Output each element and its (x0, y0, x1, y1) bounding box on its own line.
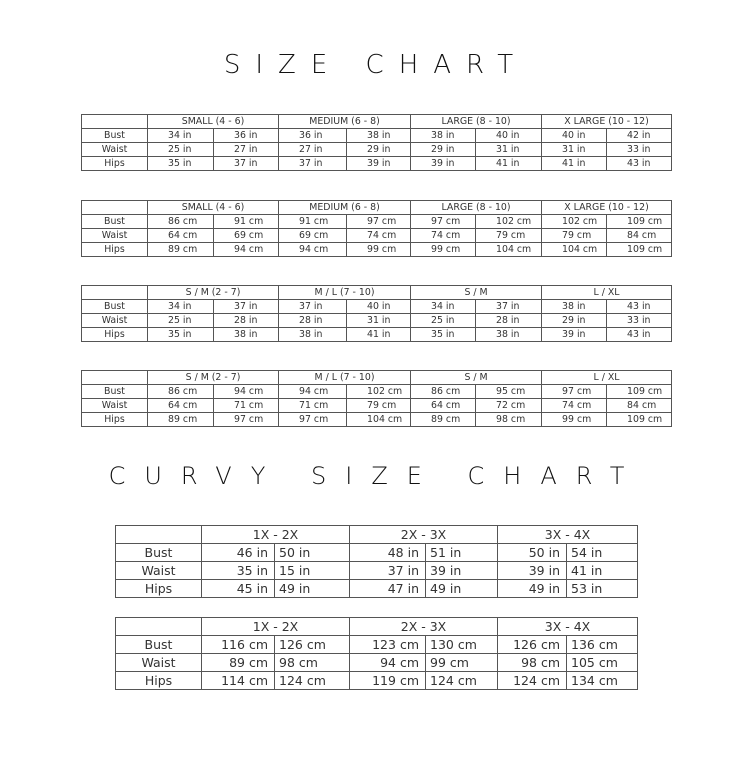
table-cell: 43 in (607, 328, 672, 342)
table-cell: 64 cm (148, 229, 214, 243)
table-cell: 134 cm (567, 672, 638, 690)
header-row (116, 618, 638, 636)
table-cell: 35 in (202, 562, 275, 580)
table-cell: 124 cm (275, 672, 350, 690)
table-cell: 43 in (607, 157, 672, 171)
table-cell: 79 cm (476, 229, 542, 243)
table-cell: 27 in (279, 143, 347, 157)
size-header: S / M (411, 371, 542, 385)
table-cell: 69 cm (279, 229, 347, 243)
table-row (82, 229, 672, 243)
size-header: LARGE (8 - 10) (411, 115, 542, 129)
table-cell: 94 cm (214, 385, 279, 399)
size-header: M / L (7 - 10) (279, 286, 411, 300)
table-cell: 97 cm (279, 413, 347, 427)
table-cell: 79 cm (542, 229, 607, 243)
header-row (82, 371, 672, 385)
row-label: Bust (116, 544, 202, 562)
table-cell: 37 in (350, 562, 426, 580)
table-cell: 53 in (567, 580, 638, 598)
table-cell: 109 cm (607, 215, 672, 229)
table-cell: 28 in (476, 314, 542, 328)
table-cell: 109 cm (607, 385, 672, 399)
table-cell: 98 cm (498, 654, 567, 672)
table-cell: 34 in (148, 300, 214, 314)
table-cell: 71 cm (214, 399, 279, 413)
table-cell: 99 cm (411, 243, 476, 257)
corner-cell (116, 618, 202, 636)
table-cell: 114 cm (202, 672, 275, 690)
curvy-size-table-inches (115, 525, 638, 598)
table-cell: 98 cm (476, 413, 542, 427)
table-cell: 104 cm (542, 243, 607, 257)
table-cell: 38 in (279, 328, 347, 342)
table-cell: 123 cm (350, 636, 426, 654)
table-cell: 91 cm (214, 215, 279, 229)
size-header: X LARGE (10 - 12) (542, 115, 672, 129)
table-cell: 49 in (426, 580, 498, 598)
corner-cell (82, 115, 148, 129)
table-cell: 126 cm (498, 636, 567, 654)
table-cell: 38 in (542, 300, 607, 314)
table-cell: 102 cm (542, 215, 607, 229)
header-row (82, 201, 672, 215)
table-cell: 89 cm (411, 413, 476, 427)
size-header: MEDIUM (6 - 8) (279, 201, 411, 215)
row-label: Waist (82, 229, 148, 243)
size-header: MEDIUM (6 - 8) (279, 115, 411, 129)
table-cell: 48 in (350, 544, 426, 562)
table-cell: 25 in (148, 314, 214, 328)
table-cell: 41 in (476, 157, 542, 171)
size-table-inches (81, 285, 672, 342)
size-header: M / L (7 - 10) (279, 371, 411, 385)
header-row (82, 115, 672, 129)
table-cell: 27 in (214, 143, 279, 157)
table-cell: 74 cm (411, 229, 476, 243)
table-cell: 74 cm (347, 229, 411, 243)
table-cell: 84 cm (607, 229, 672, 243)
table-cell: 102 cm (476, 215, 542, 229)
table-row (116, 580, 638, 598)
table-cell: 39 in (542, 328, 607, 342)
table-cell: 49 in (498, 580, 567, 598)
size-header: 2X - 3X (350, 526, 498, 544)
table-cell: 43 in (607, 300, 672, 314)
table-cell: 46 in (202, 544, 275, 562)
table-cell: 33 in (607, 314, 672, 328)
row-label: Waist (116, 562, 202, 580)
table-cell: 130 cm (426, 636, 498, 654)
table-cell: 28 in (279, 314, 347, 328)
corner-cell (82, 201, 148, 215)
row-label: Hips (82, 157, 148, 171)
table-cell: 94 cm (279, 243, 347, 257)
table-cell: 97 cm (347, 215, 411, 229)
size-header: LARGE (8 - 10) (411, 201, 542, 215)
table-cell: 104 cm (476, 243, 542, 257)
table-cell: 99 cm (347, 243, 411, 257)
table-cell: 109 cm (607, 243, 672, 257)
table-row (82, 300, 672, 314)
table-cell: 29 in (411, 143, 476, 157)
table-cell: 34 in (411, 300, 476, 314)
row-label: Hips (116, 580, 202, 598)
size-header: SMALL (4 - 6) (148, 115, 279, 129)
row-label: Waist (82, 143, 148, 157)
table-row (82, 413, 672, 427)
table-cell: 91 cm (279, 215, 347, 229)
curvy-size-chart-title: CURVY SIZE CHART (108, 462, 644, 490)
table-cell: 37 in (279, 300, 347, 314)
size-header: X LARGE (10 - 12) (542, 201, 672, 215)
table-cell: 38 in (214, 328, 279, 342)
table-cell: 41 in (542, 157, 607, 171)
table-cell: 35 in (411, 328, 476, 342)
table-cell: 98 cm (275, 654, 350, 672)
size-chart-title: SIZE CHART (223, 50, 529, 80)
row-label: Bust (82, 300, 148, 314)
row-label: Hips (82, 413, 148, 427)
table-cell: 35 in (148, 157, 214, 171)
table-cell: 50 in (275, 544, 350, 562)
size-header: 3X - 4X (498, 618, 638, 636)
size-header: 2X - 3X (350, 618, 498, 636)
table-cell: 79 cm (347, 399, 411, 413)
row-label: Bust (82, 215, 148, 229)
table-cell: 84 cm (607, 399, 672, 413)
table-cell: 29 in (347, 143, 411, 157)
table-row (82, 157, 672, 171)
table-cell: 33 in (607, 143, 672, 157)
table-cell: 119 cm (350, 672, 426, 690)
size-table-cm (81, 370, 672, 427)
table-cell: 124 cm (426, 672, 498, 690)
table-cell: 37 in (214, 157, 279, 171)
table-cell: 39 in (498, 562, 567, 580)
table-cell: 104 cm (347, 413, 411, 427)
table-cell: 86 cm (411, 385, 476, 399)
table-cell: 29 in (542, 314, 607, 328)
table-cell: 97 cm (542, 385, 607, 399)
table-cell: 42 in (607, 129, 672, 143)
table-cell: 37 in (214, 300, 279, 314)
table-cell: 124 cm (498, 672, 567, 690)
table-row (82, 143, 672, 157)
table-row (116, 672, 638, 690)
table-cell: 50 in (498, 544, 567, 562)
corner-cell (116, 526, 202, 544)
table-row (82, 328, 672, 342)
table-cell: 47 in (350, 580, 426, 598)
corner-cell (82, 286, 148, 300)
table-cell: 109 cm (607, 413, 672, 427)
table-cell: 34 in (148, 129, 214, 143)
table-cell: 15 in (275, 562, 350, 580)
table-cell: 41 in (347, 328, 411, 342)
table-cell: 86 cm (148, 385, 214, 399)
table-cell: 37 in (279, 157, 347, 171)
table-cell: 40 in (542, 129, 607, 143)
table-cell: 74 cm (542, 399, 607, 413)
header-row (82, 286, 672, 300)
curvy-size-table-cm (115, 617, 638, 690)
table-cell: 136 cm (567, 636, 638, 654)
table-row (82, 314, 672, 328)
table-cell: 38 in (411, 129, 476, 143)
size-header: L / XL (542, 371, 672, 385)
table-cell: 37 in (476, 300, 542, 314)
table-cell: 51 in (426, 544, 498, 562)
table-cell: 99 cm (426, 654, 498, 672)
size-table-cm (81, 200, 672, 257)
table-cell: 99 cm (542, 413, 607, 427)
row-label: Waist (82, 399, 148, 413)
table-cell: 126 cm (275, 636, 350, 654)
table-cell: 31 in (476, 143, 542, 157)
table-cell: 95 cm (476, 385, 542, 399)
size-header: 1X - 2X (202, 526, 350, 544)
size-header: L / XL (542, 286, 672, 300)
table-cell: 64 cm (411, 399, 476, 413)
table-cell: 36 in (214, 129, 279, 143)
size-header: 3X - 4X (498, 526, 638, 544)
table-cell: 116 cm (202, 636, 275, 654)
table-cell: 97 cm (214, 413, 279, 427)
table-cell: 97 cm (411, 215, 476, 229)
table-cell: 89 cm (148, 413, 214, 427)
size-header: S / M (411, 286, 542, 300)
table-cell: 94 cm (279, 385, 347, 399)
table-cell: 89 cm (148, 243, 214, 257)
table-cell: 94 cm (350, 654, 426, 672)
table-cell: 89 cm (202, 654, 275, 672)
row-label: Waist (116, 654, 202, 672)
table-row (82, 385, 672, 399)
table-cell: 72 cm (476, 399, 542, 413)
table-cell: 39 in (411, 157, 476, 171)
table-row (116, 544, 638, 562)
table-cell: 36 in (279, 129, 347, 143)
table-row (116, 654, 638, 672)
table-row (116, 562, 638, 580)
row-label: Hips (116, 672, 202, 690)
table-row (82, 399, 672, 413)
table-cell: 64 cm (148, 399, 214, 413)
table-row (82, 243, 672, 257)
table-cell: 25 in (411, 314, 476, 328)
table-cell: 25 in (148, 143, 214, 157)
header-row (116, 526, 638, 544)
table-row (116, 636, 638, 654)
table-cell: 71 cm (279, 399, 347, 413)
table-row (82, 129, 672, 143)
table-row (82, 215, 672, 229)
table-cell: 54 in (567, 544, 638, 562)
table-cell: 41 in (567, 562, 638, 580)
size-header: S / M (2 - 7) (148, 371, 279, 385)
table-cell: 39 in (347, 157, 411, 171)
table-cell: 31 in (347, 314, 411, 328)
table-cell: 69 cm (214, 229, 279, 243)
table-cell: 31 in (542, 143, 607, 157)
row-label: Hips (82, 243, 148, 257)
table-cell: 102 cm (347, 385, 411, 399)
size-header: S / M (2 - 7) (148, 286, 279, 300)
table-cell: 38 in (476, 328, 542, 342)
table-cell: 86 cm (148, 215, 214, 229)
table-cell: 39 in (426, 562, 498, 580)
row-label: Bust (116, 636, 202, 654)
row-label: Bust (82, 129, 148, 143)
table-cell: 94 cm (214, 243, 279, 257)
table-cell: 40 in (476, 129, 542, 143)
table-cell: 28 in (214, 314, 279, 328)
table-cell: 49 in (275, 580, 350, 598)
table-cell: 38 in (347, 129, 411, 143)
row-label: Waist (82, 314, 148, 328)
corner-cell (82, 371, 148, 385)
table-cell: 45 in (202, 580, 275, 598)
table-cell: 35 in (148, 328, 214, 342)
size-table-inches (81, 114, 672, 171)
table-cell: 40 in (347, 300, 411, 314)
table-cell: 105 cm (567, 654, 638, 672)
row-label: Bust (82, 385, 148, 399)
row-label: Hips (82, 328, 148, 342)
size-header: SMALL (4 - 6) (148, 201, 279, 215)
size-header: 1X - 2X (202, 618, 350, 636)
